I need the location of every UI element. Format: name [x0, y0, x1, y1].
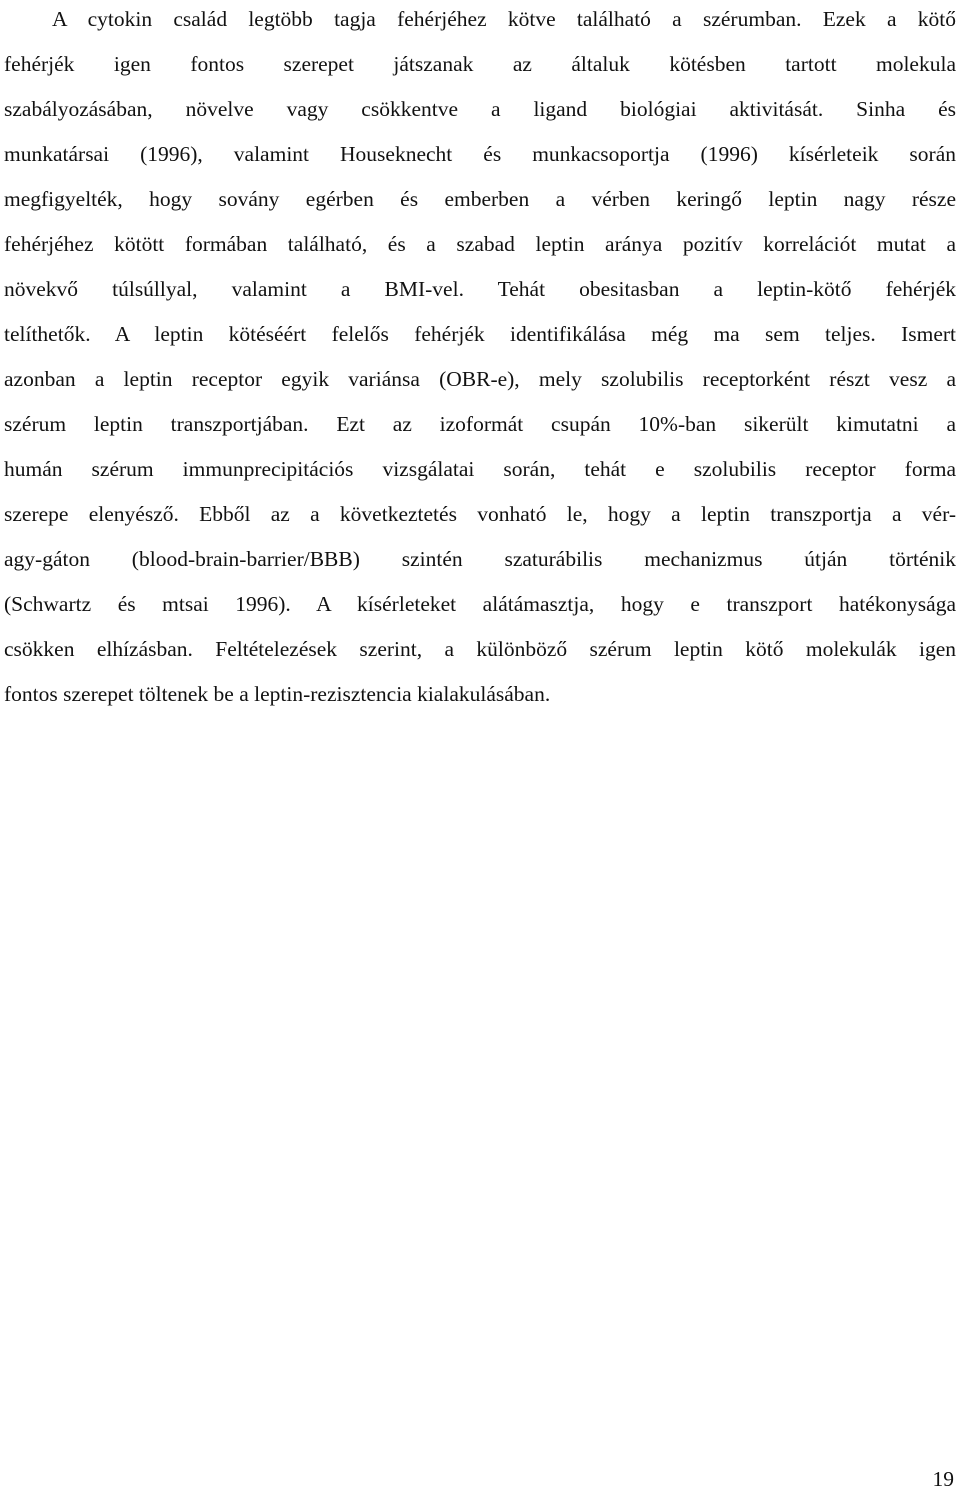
paragraph-line: agy-gáton (blood-brain-barrier/BBB) szintén szaturábilis mechanizmus útján történik: [4, 547, 956, 571]
paragraph-line: megfigyelték, hogy sovány egérben és emberben a vérben keringő leptin nagy része: [4, 187, 956, 211]
paragraph-line: szérum leptin transzportjában. Ezt az izoformát csupán 10%-ban sikerült kimutatni a: [4, 412, 956, 436]
paragraph-line: telíthetők. A leptin kötéséért felelős fehérjék identifikálása még ma sem teljes. Ismert: [4, 322, 956, 346]
paragraph-line: (Schwartz és mtsai 1996). A kísérleteket alátámasztja, hogy e transzport hatékonysága: [4, 592, 956, 616]
paragraph-line: szerepe elenyésző. Ebből az a következtetés vonható le, hogy a leptin transzportja a vér-: [4, 502, 956, 526]
body-paragraph: [4, 0, 956, 720]
paragraph-line: fehérjéhez kötött formában található, és a szabad leptin aránya pozitív korrelációt mutat a: [4, 232, 956, 256]
paragraph-line: munkatársai (1996), valamint Houseknecht és munkacsoportja (1996) kísérleteik során: [4, 142, 956, 166]
paragraph-line: azonban a leptin receptor egyik variánsa (OBR-e), mely szolubilis receptorként részt vesz a: [4, 367, 956, 391]
paragraph-line: csökken elhízásban. Feltételezések szerint, a különböző szérum leptin kötő molekulák igen: [4, 637, 956, 661]
paragraph-line: A cytokin család legtöbb tagja fehérjéhez kötve található a szérumban. Ezek a kötő: [52, 7, 956, 31]
page-number: 19: [932, 1467, 954, 1491]
paragraph-line: növekvő túlsúllyal, valamint a BMI-vel. Tehát obesitasban a leptin-kötő fehérjék: [4, 277, 956, 301]
paragraph-line: szabályozásában, növelve vagy csökkentve a ligand biológiai aktivitását. Sinha és: [4, 97, 956, 121]
paragraph-line: fehérjék igen fontos szerepet játszanak az általuk kötésben tartott molekula: [4, 52, 956, 76]
paragraph-line: humán szérum immunprecipitációs vizsgálatai során, tehát e szolubilis receptor forma: [4, 457, 956, 481]
paragraph-line: fontos szerepet töltenek be a leptin-rezisztencia kialakulásában.: [4, 682, 551, 706]
